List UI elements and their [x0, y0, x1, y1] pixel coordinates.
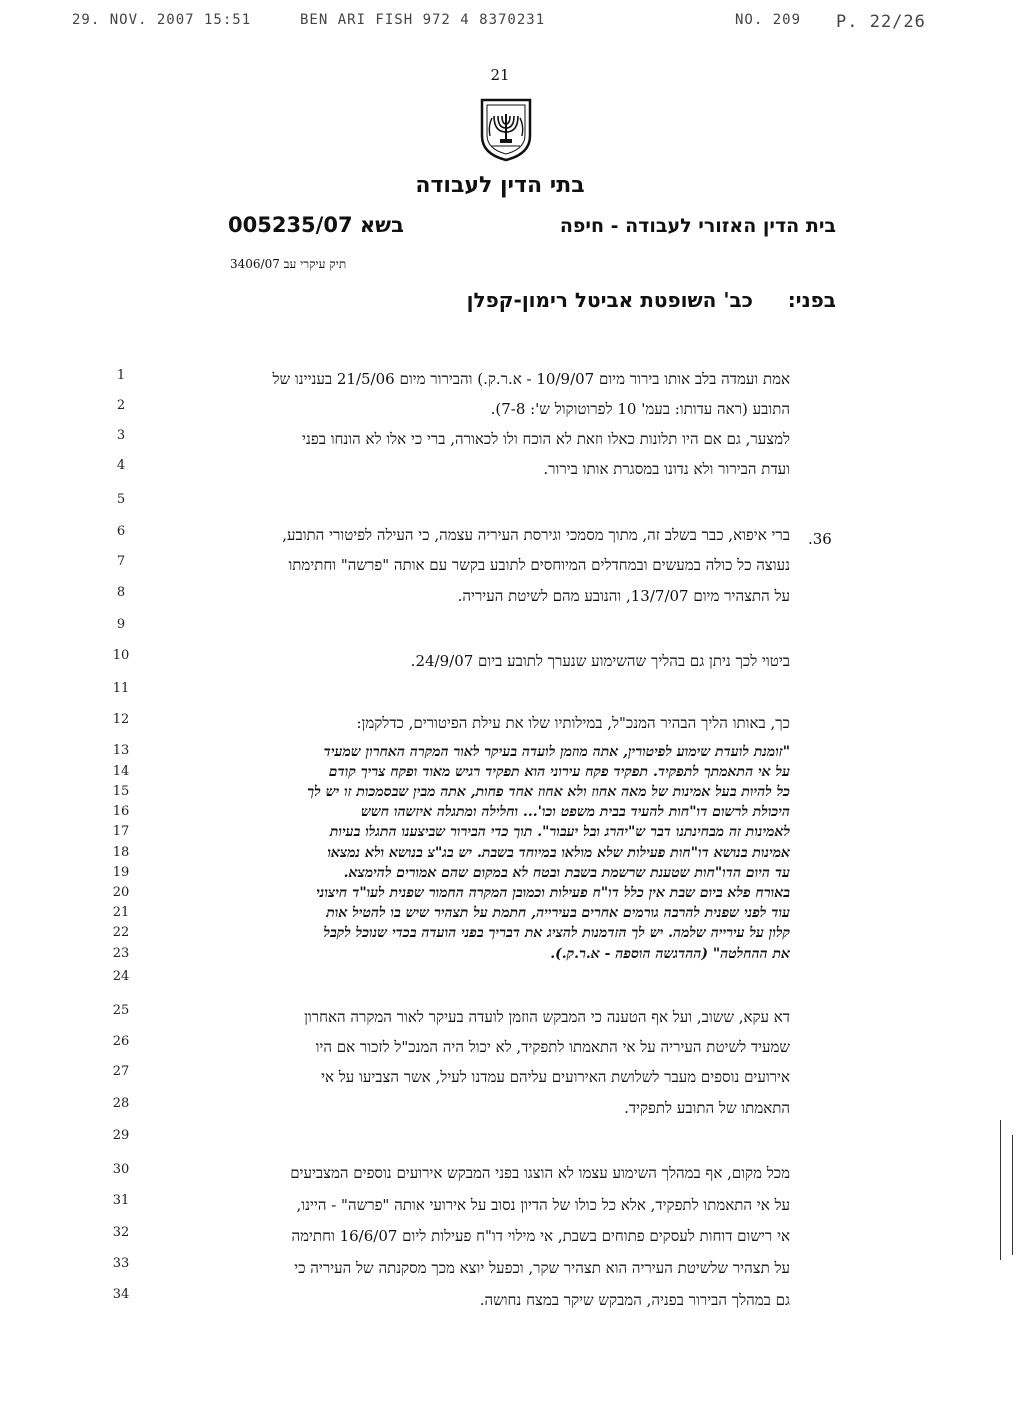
line-number: 21 [112, 905, 130, 920]
body-line: נעוצה כל כולה במעשים ובמחדלים המיוחסים לתובע בקשר עם אותה "פרשה" וחתימתו [288, 556, 790, 574]
fax-date: 29. NOV. 2007 15:51 [72, 12, 252, 28]
line-number: 34 [112, 1287, 130, 1302]
line-number: 23 [112, 946, 130, 961]
line-number: 24 [112, 969, 130, 984]
quote-line: קלון על עירייה שלמה. יש לך הזדמנות להציג את דבריך בפני הועדה בכדי שנוכל לקבל [323, 925, 790, 941]
line-number: 22 [112, 925, 130, 940]
body-line: התובע (ראה עדותו: בעמ' 10 לפרוטוקול ש': 7-8). [490, 400, 790, 418]
quote-line: לאמינות זה מבחינתנו דבר ש"יהרג ובל יעבור". תוך כדי הבירור שביצענו התגלו בעיות [329, 824, 790, 840]
body-line: אי רישום דוחות לעסקים פתוחים בשבת, אי מילוי דו"ח פעילות ליום 16/6/07 וחתימה [291, 1227, 790, 1245]
body-line: על אי התאמתו לתפקיד, אלא כל כולו של הדיון נסוב על אירועי אותה "פרשה" - היינו, [296, 1196, 790, 1214]
line-number: 1 [116, 368, 126, 383]
body-line: מכל מקום, אף במהלך השימוע עצמו לא הוצגו בפני המבקש אירועים נוספים המצביעים [290, 1164, 790, 1182]
body-line: ועדת הבירור ולא נדונו במסגרת אותו בירור. [543, 460, 790, 478]
line-number: 18 [112, 845, 130, 860]
fax-page: P. 22/26 [836, 12, 926, 32]
line-number: 5 [116, 492, 126, 507]
line-number: 26 [112, 1034, 130, 1049]
body-line: כך, באותו הליך הבהיר המנכ"ל, במילותיו שלו את עילת הפיטורים, כדלקמן: [356, 714, 790, 732]
line-number: 33 [112, 1256, 130, 1271]
line-number: 17 [112, 824, 130, 839]
courts-heading: בתי הדין לעבודה [415, 173, 585, 198]
line-number: 32 [112, 1225, 130, 1240]
line-number: 4 [116, 458, 126, 473]
quote-line: עוד לפני שפנית להרבה גורמים אחרים בעירייה, חתמת על תצהיר שיש בו להטיל אות [326, 905, 790, 921]
judge-name: כב' השופטת אביטל רימון-קפלן [466, 288, 753, 312]
line-number: 28 [112, 1096, 130, 1111]
quote-line: "זומנת לועדת שימוע לפיטורין, אתה מוזמן לועדה בעיקר לאור המקרה האחרון שמעיד [323, 744, 790, 760]
line-number: 9 [116, 617, 126, 632]
body-line: ביטוי לכך ניתן גם בהליך שהשימוע שנערך לתובע ביום 24/9/07. [410, 652, 790, 670]
paragraph-number: .36 [808, 530, 832, 548]
line-number: 13 [112, 743, 130, 758]
fax-sender: BEN ARI FISH 972 4 8370231 [300, 12, 546, 28]
page-number: 21 [490, 66, 510, 84]
scan-artifact-line [1012, 1135, 1013, 1255]
quote-line: את ההחלטה" (ההדגשה הוספה - א.ר.ק.). [550, 946, 790, 962]
court-name: בית הדין האזורי לעבודה - חיפה [559, 215, 836, 237]
line-number: 20 [112, 885, 130, 900]
quote-line: באורח פלא ביום שבת אין כלל דו"ח פעילות וכמובן המקרה החמור שפנית לעו"ד חיצוני [316, 885, 790, 901]
body-line: ברי איפוא, כבר בשלב זה, מתוך מסמכי וגירסת העיריה עצמה, כי העילה לפיטורי התובע, [282, 526, 790, 544]
main-file-number: תיק עיקרי עב 3406/07 [230, 257, 347, 271]
line-number: 12 [112, 712, 130, 727]
body-line: על תצהיר שלשיטת העיריה הוא תצהיר שקר, וכפעל יוצא מכך מסקנתה של העיריה כי [294, 1259, 790, 1277]
line-number: 27 [112, 1064, 130, 1079]
line-number: 10 [112, 648, 130, 663]
quote-line: על אי התאמתך לתפקיד. תפקיד פקח עירוני הוא תפקיד רגיש מאוד ופקח צריך קודם [328, 764, 790, 780]
fax-number: NO. 209 [735, 12, 802, 28]
line-number: 30 [112, 1162, 130, 1177]
line-number: 31 [112, 1193, 130, 1208]
body-line: למצער, גם אם היו תלונות כאלו וזאת לא הוכח ולו לכאורה, ברי כי אלו לא הונחו בפני [302, 430, 790, 448]
line-number: 16 [112, 804, 130, 819]
body-line: על התצהיר מיום 13/7/07, והנובע מהם לשיטת העיריה. [457, 587, 790, 605]
body-line: אירועים נוספים מעבר לשלושת האירועים עליהם עמדנו לעיל, אשר הצביעו על אי [321, 1068, 790, 1086]
case-number: בשא 005235/07 [228, 213, 404, 237]
quote-line: היכולת לרשום דו"חות להעיד בבית משפט וכו'... וחלילה ומתגלה איזשהו חשש [360, 804, 790, 820]
line-number: 7 [116, 554, 126, 569]
line-number: 6 [116, 524, 126, 539]
body-line: התאמתו של התובע לתפקיד. [624, 1099, 790, 1117]
quote-line: אמינות בנושא דו"חות פעילות שלא מולאו במיוחד בשבת. יש בג"צ בנושא ולא נמצאו [327, 845, 790, 861]
state-emblem-icon [478, 96, 534, 162]
quote-line: עד היום הדו"חות שטענת שרשמת בשבת ובטח לא במקום שהם אמורים להימצא. [343, 865, 790, 881]
line-number: 3 [116, 428, 126, 443]
line-number: 2 [116, 398, 126, 413]
line-number: 25 [112, 1003, 130, 1018]
body-line: גם במהלך הבירור בפניה, המבקש שיקר במצח נחושה. [479, 1291, 790, 1309]
body-line: שמעיד לשיטת העיריה על אי התאמתו לתפקיד, לא יכול היה המנכ"ל לזכור אם היו [315, 1038, 790, 1056]
scan-artifact-line [1000, 1120, 1001, 1260]
line-number: 15 [112, 784, 130, 799]
line-number: 8 [116, 585, 126, 600]
line-number: 29 [112, 1128, 130, 1143]
quote-line: כל להיות בעל אמינות של מאה אחוז ולא אחוז אחד פחות, אתה מבין שבסמכות זו יש לך [307, 784, 790, 800]
body-line: אמת ועמדה בלב אותו בירור מיום 10/9/07 - א.ר.ק.) והבירור מיום 21/5/06 בעניינו של [272, 370, 790, 388]
line-number: 14 [112, 764, 130, 779]
line-number: 19 [112, 865, 130, 880]
body-line: דא עקא, ששוב, ועל אף הטענה כי המבקש הוזמן לועדה בעיקר לאור המקרה האחרון [304, 1008, 790, 1026]
line-number: 11 [112, 681, 130, 696]
judge-label: בפני: [787, 288, 836, 312]
